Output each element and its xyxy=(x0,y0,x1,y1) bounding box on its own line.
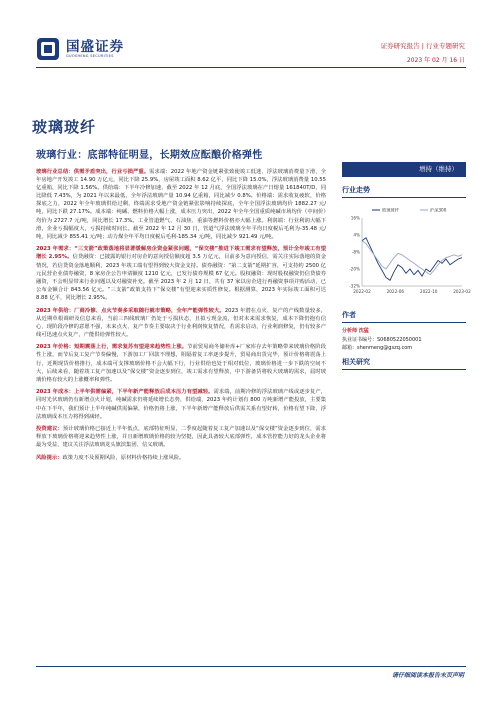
paragraph-investment xyxy=(36,425,326,449)
rating-badge: 增持（维持） xyxy=(342,162,466,177)
report-type: 证券研究报告 | 行业专题研究 xyxy=(380,42,465,50)
trend-chart-svg xyxy=(342,204,471,302)
paragraph-summary xyxy=(36,168,326,241)
y-tick-label: -8% xyxy=(351,249,360,255)
paragraph-text: 需求端，前期冷修的浮法玻璃产线或逐步复产，同时光伏玻璃仍有新增点火计划，纯碱需求仍将延续增长态势，供给端，2023 年约计划有 800 万吨新增产能投放，主要集中在下半年，我们预计上半年纯碱供需偏紧，价格仍将上涨，下半年新增产能释放后供需关系有望好转，价格有望下降，浮法玻璃成本压力将得到减轻。 xyxy=(36,389,326,420)
paragraph-lead: 投资建议： xyxy=(36,426,63,433)
paragraph-demand xyxy=(36,245,326,302)
legend-label: 玻璃玻纤 xyxy=(382,207,399,213)
sidebar xyxy=(342,162,471,370)
analyst-cert: 执业证书编号：S0680522050001 xyxy=(342,336,422,343)
series-line-1 xyxy=(362,241,462,275)
x-tick-label: 2022-10 xyxy=(419,289,438,294)
x-tick-label: 2023-02 xyxy=(453,289,471,294)
logo-english: GUOSHENG SECURITIES xyxy=(66,53,114,58)
report-date: 2023 年 02 月 16 日 xyxy=(406,57,465,64)
report-body xyxy=(36,168,326,467)
x-tick-label: 2022-02 xyxy=(353,289,371,294)
y-tick-label: -20% xyxy=(349,266,360,272)
paragraph-price xyxy=(36,343,326,383)
analyst-email[interactable]: 邮箱：shenmeng@gszq.com xyxy=(342,345,413,351)
paragraph-text: 2023 年潜在点火、复产的产线数量较多，从近期草根调研及信息来看，当前三四线玻璃厂仍处于亏损状态，且拟亏现金流，但对未来需求恢复，成本下降仍抱有信心，现阶段冷修的意愿不强，未来点火、复产节奏主要取决于行业利润恢复情况，若需求启动，行业利润修复，仍有较多产线可迅速点火复产，产能供给弹性较大。 xyxy=(36,307,326,338)
report-subtitle: 玻璃行业：底部特征明显，长期效应酝酿价格弹性 xyxy=(36,150,263,161)
paragraph-lead: 风险提示： xyxy=(36,455,63,461)
trend-heading: 行业走势 xyxy=(342,185,466,198)
paragraph-text: 节前贸易商冬储补库+厂家库存去年策略带来玻璃价格阶段性上涨，而节后复工复产节奏偏慢，下游加工厂回款不理想，阻隔着复工率逐步提升，贸易商出货完毕，预计价格将震荡上行，近期现货价格推行，成本端可支撑玻璃价格不会大幅下行，行业供给也处于相对低位，玻璃价格进一步下跌的空间不大，后续来看，随着竣工复产加速以及“保交楼”资金逐步到位，竣工需求有望释放，中下游备货将收大玻璃的需求，届时玻璃价格有较大的上涨概率和弹性。 xyxy=(36,344,326,383)
footer-disclaimer: 请仔细阅读本报告末页声明 xyxy=(391,672,464,679)
legend-label: 沪深300 xyxy=(430,207,447,213)
paragraph-text: 政策力度不及预期风险，原材料价格持续上涨风险。 xyxy=(62,455,185,461)
paragraph-text: 需求端：2022 年地产资金链紧张致使竣工低迷，浮法玻璃消费量下滑，全年房地产开发竣工 14.90 万亿元，同比下降 25.9%，房屋竣工面积 8.62 亿平，同比下降 15.0%，浮法玻璃消费量 10.55 亿重箱，同比下降 1.56%。供给端：下半年冷修加速，截至 2022 年 12 月底，全国浮法玻璃在产日熔量 161840T/D，同比降低 7.43%，为 2021 年以来最低，全年浮法玻璃产量 10.94 亿重箱，同比减少 0.8%。价格端：需求收复疲软，价格探底之力，2022 年全年玻璃供给过剩，终端需求受地产资金链紧张影响持续探底，全年全国浮法玻璃均价 1882.27 元/吨，同比下跌 27.17%。成本端：纯碱、燃料价格大幅上涨，成本压力突出，2022 年全年全国重质纯碱市场均价（中间价）均价为 2727.7 元/吨，同比增长 17.3%。工业管道燃气、石油焦、重油等燃料价格亦大幅上涨。利润端：行业利润大幅下滑，企业亏损幅度大，亏损持续时间长。截至 2022 年 12 月 30 日，管道气浮法玻璃全年平均日度税后毛利为-35.48 元/吨，同比减少 855.41 元/吨；动力煤全年平均日度税后毛利-185.34 元/吨，同比减少 921.49 元/吨。 xyxy=(36,169,326,240)
logo-name: 国盛证券 xyxy=(66,38,124,55)
footer-divider xyxy=(36,666,466,667)
y-tick-label: -32% xyxy=(349,283,360,289)
paragraph-lead: 2023 年价格：短期震荡上行，需求复苏有望迎来趋势性上涨。 xyxy=(36,344,188,351)
y-tick-label: 16% xyxy=(350,215,360,221)
analyst-heading: 作者 xyxy=(342,310,466,323)
paragraph-lead: 2023 年需求：“三支箭”政策落地将显著缓解房企资金紧张问题，“保交楼”推进下竣工需求有望释放，预计全年竣工有望增长 2.95%。 xyxy=(36,246,326,261)
trend-chart xyxy=(342,204,471,302)
company-logo xyxy=(36,37,124,61)
paragraph-lead: 玻璃行业总结：供需矛盾突出，行业亏损严重。 xyxy=(36,169,150,175)
related-research-heading: 相关研究 xyxy=(342,357,466,370)
paragraph-lead: 2023 年成本：上半年供需偏紧，下半年新产能释放后成本压力有望减轻。 xyxy=(36,389,214,396)
logo-mark-icon xyxy=(36,37,60,61)
analyst-name: 分析师 沈猛 xyxy=(342,328,369,334)
header-divider xyxy=(36,67,466,68)
report-title: 玻璃玻纤 xyxy=(32,118,97,136)
paragraph-risk xyxy=(36,454,326,462)
paragraph-text: 预计玻璃价格已接近上半年低点，底部特征明显，二季度起随着复工复产加速以及“保交楼”资金逐步到位，需求释放下玻璃价格将迎来趋势性上涨，并且新增玻璃价格的较为坚挺，因此具备较大底部弹性，成本管控能力好的龙头企业将最为受益，建议关注浮法玻璃龙头旗滨集团、信义玻璃。 xyxy=(36,426,326,449)
paragraph-lead: 2023 年供给：厂商冷修、点火节奏多采取随行就市策略，全年产能弹性较大。 xyxy=(36,307,225,314)
y-tick-label: 4% xyxy=(353,232,360,238)
paragraph-text: 信贷融资：已披露的银行对房企的意向授信额度超 3.5 万亿元，目前多为意向授信，需关注实际落地的资金情况，若信贷资金落地顺利，2023 年竣工端有望得到较大资金支持。债券融资：“第二支箭”延期扩容，可支持约 2500 亿元民营企业债券融资，8 家房企公告申请额度 1210 亿元，已发行债券规模 67 亿元。股权融资：现时股权融资仍信贷债券融资，不会明显带来行业问题以及对融资补充。截至 2023 年 2 月 12 日，共有 37 家以房企进行再融资事项并购活动，已公布金额合计 843.56 亿元。“三支箭”政策支持下“保交楼”有望迎来实质性修复。根据测算，2023 年实际竣工面积可达 8.88 亿平，同比增长 2.95%。 xyxy=(36,254,326,301)
paragraph-supply xyxy=(36,307,326,339)
paragraph-cost xyxy=(36,388,326,420)
analyst-info xyxy=(342,327,466,353)
report-header xyxy=(0,0,500,70)
x-tick-label: 2022-06 xyxy=(386,289,405,294)
